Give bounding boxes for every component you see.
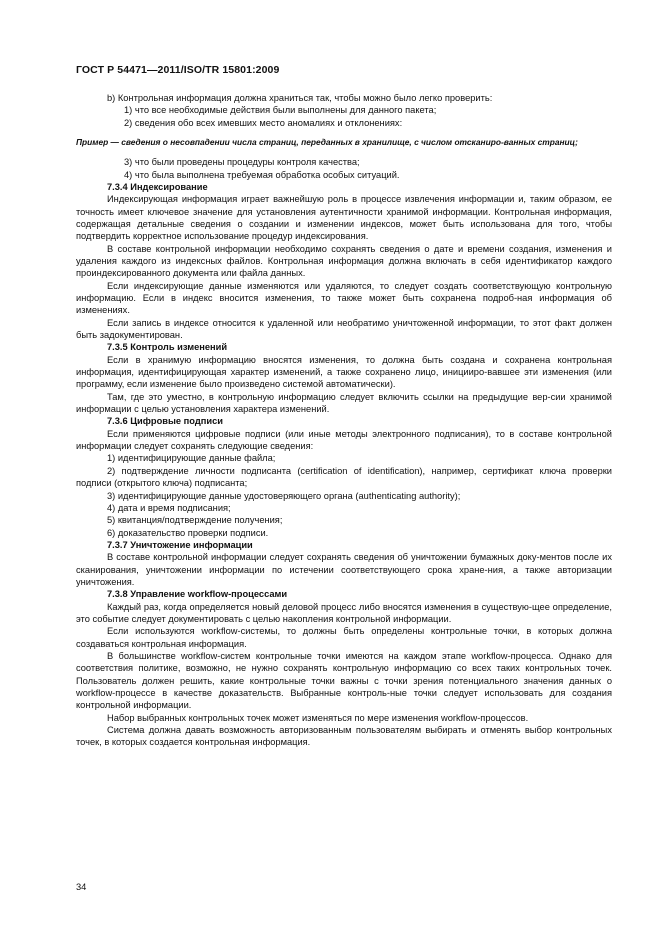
list-item: 2) сведения обо всех имевших место аномалиях и отклонениях: bbox=[124, 117, 403, 128]
paragraph: Если используются workflow-системы, то должны быть определены контрольные точки, в которых должна создаваться контрольная информация. bbox=[76, 626, 612, 649]
paragraph: Система должна давать возможность авторизованным пользователям выбирать и отменять выбор контрольных точек, в которых создается контрольная информация. bbox=[76, 725, 612, 748]
list-item: 4) дата и время подписания; bbox=[107, 502, 231, 513]
paragraph: Если индексирующие данные изменяются или удаляются, то следует создать соответствующую контрольную информацию. Если в индекс вносится изменения, то также может быть сохранена подроб-ная информация об изменениях. bbox=[76, 280, 612, 316]
list-item: 4) что была выполнена требуемая обработка особых ситуаций. bbox=[124, 169, 400, 180]
paragraph: Если применяются цифровые подписи (или иные методы электронного подписания), то в составе контрольной информации следует сохранять следующие сведения: bbox=[76, 428, 612, 452]
section-heading-735: 7.3.5 Контроль изменений bbox=[107, 342, 228, 353]
paragraph: Если запись в индексе относится к удаленной или необратимо уничтоженной информации, то этот факт должен быть задокументирован. bbox=[76, 317, 612, 341]
list-item: 1) идентифицирующие данные файла; bbox=[107, 453, 276, 464]
paragraph: Набор выбранных контрольных точек может изменяться по мере изменения workflow-процессов. bbox=[107, 712, 529, 723]
paragraph: Индексирующая информация играет важнейшую роль в процессе извлечения информации и, таким образом, ее точность имеет ключевое значение для установления аутентичности хранимой информации. Контрольная информация, содержащая детальные сведения о создании и изменении индексов, может быть использована для того, чтобы подтвердить корректное использование процедур индексирования. bbox=[76, 194, 612, 242]
paragraph: Каждый раз, когда определяется новый деловой процесс либо вносятся изменения в существую-щее определение, это событие следует документировать с целью накопления контрольной информации. bbox=[76, 601, 612, 624]
list-item: 2) подтверждение личности подписанта (certification of identification), например, сертификат ключа проверки подписи (открытого ключа) подписанта; bbox=[76, 465, 612, 489]
section-heading-736: 7.3.6 Цифровые подписи bbox=[107, 416, 223, 427]
paragraph: Там, где это уместно, в контрольную информацию следует включить ссылки на предыдущие вер-сии хранимой информации с целью установления характера изменений. bbox=[76, 391, 612, 415]
list-item: 3) что были проведены процедуры контроля качества; bbox=[124, 157, 360, 168]
section-heading-737: 7.3.7 Уничтожение информации bbox=[107, 539, 253, 550]
running-header: ГОСТ Р 54471—2011/ISO/TR 15801:2009 bbox=[76, 64, 280, 76]
paragraph: В составе контрольной информации следует сохранять сведения об уничтожении бумажных доку-ментов после их сканирования, уничтожении информации по истечении соответствующего срока хране-ния, а также авторизации уничтожения. bbox=[76, 552, 612, 587]
example-note: Пример — сведения о несовпадении числа страниц, переданных в хранилище, с числом отсканиро-ванных страниц; bbox=[76, 137, 578, 148]
list-item: 5) квитанция/подтверждение получения; bbox=[107, 515, 283, 526]
page-number: 34 bbox=[76, 882, 87, 892]
paragraph: В большинстве workflow-систем контрольные точки имеются на каждом этапе workflow-процесса. Однако для соответствия политике, возможно, не нужно сохранять контрольную информацию со всех таких контрольных точек. Пользователь должен решить, какие контрольные точки важны с точки зрения потенциального значения данных о workflow-процессе в качестве доказательств. Выбранные контроль-ные точки следует использовать для создания контрольной информации. bbox=[76, 650, 612, 711]
paragraph: В составе контрольной информации необходимо сохранять сведения о дате и времени создания, изменения и удаления каждого из индексных файлов. Контрольная информация должна включать в себя идентификатор каждого проиндексированного документа или файла данных. bbox=[76, 243, 612, 279]
list-item-b: b) Контрольная информация должна храниться так, чтобы можно было легко проверить: bbox=[107, 93, 493, 103]
page-body bbox=[76, 92, 612, 749]
section-heading-738: 7.3.8 Управление workflow-процессами bbox=[107, 589, 288, 600]
list-item: 1) что все необходимые действия были выполнены для данного пакета; bbox=[124, 105, 437, 116]
section-heading-734: 7.3.4 Индексирование bbox=[107, 181, 208, 192]
paragraph: Если в хранимую информацию вносятся изменения, то должна быть создана и сохранена контрольная информация, идентифицирующая характер изменений, а также сохранено лицо, иницииро-вавшее эти изменения (или программу, если изменение было произведено системой автоматически). bbox=[76, 354, 612, 390]
list-item: 6) доказательство проверки подписи. bbox=[107, 527, 269, 538]
list-item: 3) идентифицирующие данные удостоверяющего органа (authenticating authority); bbox=[107, 490, 461, 501]
